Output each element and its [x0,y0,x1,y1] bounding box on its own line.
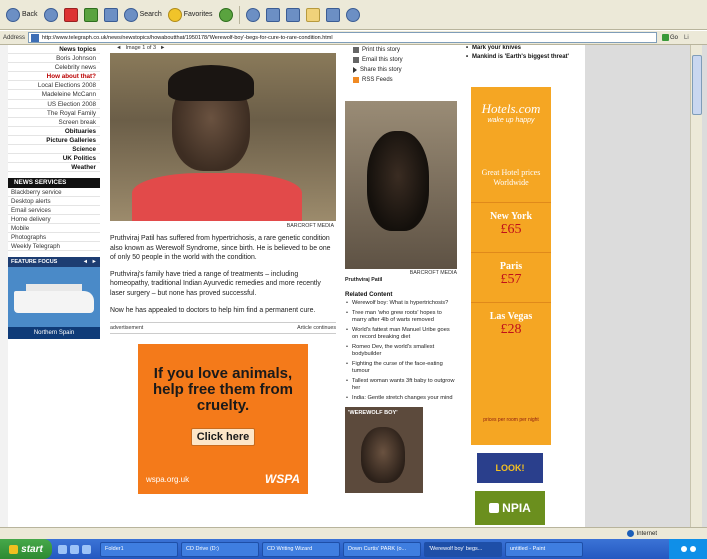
print-story-link[interactable]: Print this story [353,45,457,55]
taskbar-window-button[interactable]: Folder1 [100,542,178,557]
media-icon[interactable] [219,8,233,22]
forward-arrow-icon[interactable] [44,8,58,22]
printer-icon [353,47,359,53]
top-news-list [465,45,577,61]
nav-item[interactable]: Screen break [8,118,100,127]
service-link[interactable]: Blackberry service [8,188,100,197]
page-margin [585,45,707,527]
related-link[interactable]: • Tallest woman wants 3ft baby to outgrow her [345,378,457,392]
side-photo-credit: BARCROFT MEDIA [409,270,457,276]
system-tray [669,539,707,559]
side-photo-face [367,131,429,231]
edit-icon[interactable] [286,8,300,22]
npia-advert[interactable]: NPIA [475,491,545,525]
services-list [8,188,100,251]
quick-launch-icon[interactable] [82,545,91,554]
toolbar-separator [239,6,240,24]
nav-item[interactable]: Madeleine McCann [8,90,100,99]
hotel-deal[interactable] [471,302,551,338]
page-icon [31,34,39,42]
browser-toolbar [0,0,707,30]
stop-icon[interactable] [64,8,78,22]
taskbar-window-button[interactable]: CD Drive (D:) [181,542,259,557]
deal-city: Paris [499,261,523,272]
hotel-deal[interactable] [471,252,551,288]
service-link[interactable]: Email services [8,206,100,215]
quick-launch [56,542,96,556]
tray-icon[interactable] [690,546,696,552]
taskbar-window-button[interactable]: Down Curtis' PARK (o... [343,542,421,557]
quick-launch-icon[interactable] [70,545,79,554]
photo-shirt [132,173,302,221]
refresh-icon[interactable] [84,8,98,22]
wspa-advert-title: If you love animals, help free them from cruelty. [152,365,294,415]
advertisement-label: advertisement [110,325,144,332]
print-icon[interactable] [266,8,280,22]
nav-item[interactable]: The Royal Family [8,109,100,118]
cruise-ship-image [14,291,94,313]
nav-item[interactable]: US Election 2008 [8,100,100,109]
deal-price: £65 [500,222,522,237]
related-link[interactable]: • Werewolf boy: What is hypertrichosis? [345,300,457,307]
related-content-list [345,300,457,402]
hotels-tagline: wake up happy [487,117,535,124]
related-link[interactable]: • Tree man 'who grew roots' hopes to marry after 4lb of warts removed [345,310,457,324]
lookit-advert[interactable]: LOOK! [477,453,543,483]
related-content-heading: Related Content [345,291,393,298]
deal-price: £57 [500,272,522,287]
address-bar [0,31,707,45]
address-label: Address [3,34,26,41]
star-icon [168,8,182,22]
back-arrow-icon [6,8,20,22]
scrollbar-thumb[interactable] [692,55,702,115]
nav-item[interactable]: Boris Johnson [8,54,100,63]
hotel-deal[interactable] [471,202,551,238]
werewolf-boy-face [361,427,405,483]
deal-price: £28 [500,322,522,337]
side-photo-caption: Pruthviraj Patil [345,277,383,283]
article-column [110,45,336,494]
left-navigation [8,45,100,339]
wspa-click-here-button[interactable]: Click here [191,428,255,446]
nav-item[interactable]: Science [8,145,100,154]
nav-item[interactable]: UK Politics [8,154,100,163]
go-arrow-icon [662,34,669,41]
service-link[interactable]: Desktop alerts [8,197,100,206]
search-icon [124,8,138,22]
people-icon[interactable] [346,8,360,22]
ad-column [465,45,577,525]
hotels-small-print: prices per room per night [483,417,539,423]
article-paragraph: Now he has appealed to doctors to help him find a permanent cure. [110,306,316,314]
top-news-item[interactable]: • Mankind is 'Earth's biggest threat' [465,54,577,61]
address-url: http://www.telegraph.co.uk/news/newstopics/howaboutthat/1950178/'Werewolf-boy'-begs-for-cure-to-rare-condition.html [42,34,333,41]
start-button[interactable]: start [0,539,52,559]
page-viewport [0,45,707,527]
image-counter: Image 1 of 3 [125,45,157,51]
related-link[interactable]: • Fighting the curse of the face-eating tumour [345,361,457,375]
wspa-url[interactable]: wspa.org.uk [146,475,190,485]
service-link[interactable]: Home delivery [8,215,100,224]
nav-item[interactable]: Weather [8,163,100,172]
nav-item[interactable]: Obituaries [8,127,100,136]
triangle-right-icon [353,67,357,73]
envelope-icon [353,57,359,63]
feature-focus-header: FEATURE FOCUS ◄ ► [8,257,100,267]
top-news-item[interactable]: • Mark your knives [465,45,577,52]
go-button[interactable]: Go [659,32,681,43]
photo-credit: BARCROFT MEDIA [286,223,334,229]
taskbar-window-button[interactable]: untitled - Paint [505,542,583,557]
advertisement-bar [110,322,336,334]
wspa-logo: WSPA [264,472,300,487]
nav-list [8,45,100,172]
photo-hair [168,65,254,101]
npia-logo-icon [489,503,499,513]
related-link[interactable]: • World's fattest man Manuel Uribe goes on record breaking diet [345,327,457,341]
task-buttons [100,542,583,557]
prev-image-button[interactable]: ◄ [116,45,122,51]
article-paragraph: Pruthviraj Patil has suffered from hypertrichosis, a rare genetic condition also known as Werewolf Syndrome, since birth. He is believed to be one of only 50 people in the world with the condition. [110,235,331,262]
page-gutter [0,45,8,527]
hotels-deals [471,202,551,338]
article-paragraph: Pruthviraj's family have tried a range of treatments – including homeopathy, traditional Indian Ayurvedic remedies and more recently laser surgery – but none has proved successful. [110,270,321,297]
address-input[interactable] [28,32,657,43]
news-services-heading: NEWS SERVICES [8,178,100,188]
werewolf-boy-video[interactable] [345,407,423,493]
feature-focus[interactable] [8,257,100,339]
back-button[interactable]: Back [6,8,38,22]
side-photo [345,101,457,269]
vertical-scrollbar[interactable] [690,45,702,527]
service-link[interactable]: Weekly Telegraph [8,242,100,251]
status-bar [0,527,707,539]
email-story-link[interactable]: Email this story [353,55,457,65]
taskbar-window-button[interactable]: 'Werewolf boy' begs... [424,542,502,557]
links-label[interactable]: Li [684,34,689,41]
service-link[interactable]: Photographs [8,233,100,242]
search-button[interactable]: Search [124,8,162,22]
article-photo [110,53,336,221]
feature-label[interactable]: Northern Spain [8,327,100,339]
favorites-button[interactable]: Favorites [168,8,213,22]
article-continues-label: Article continues [297,325,336,332]
story-sidebar [345,45,457,493]
folder-icon[interactable] [306,8,320,22]
related-link[interactable]: • India: Gentle stretch changes your mind [345,395,457,402]
rss-feeds-link[interactable]: RSS Feeds [353,75,457,85]
share-story-link[interactable]: Share this story [353,65,457,75]
service-link[interactable]: Mobile [8,224,100,233]
hotels-advert[interactable] [471,87,551,445]
tray-icon[interactable] [681,546,687,552]
nav-item[interactable]: Celebrity news [8,63,100,72]
quick-launch-icon[interactable] [58,545,67,554]
next-image-button[interactable]: ► [160,45,166,51]
windows-flag-icon [9,545,18,554]
hotels-brand: Hotels.com [481,101,541,116]
nav-item[interactable]: Picture Galleries [8,136,100,145]
rss-icon [353,77,359,83]
nav-item[interactable]: Local Elections 2008 [8,81,100,90]
feature-arrows[interactable]: ◄ ► [82,259,98,266]
hotels-intro: Great Hotel prices Worldwide [481,168,541,187]
wspa-advert[interactable] [138,344,308,494]
werewolf-boy-label: 'WEREWOLF BOY' [348,410,398,416]
taskbar [0,539,707,559]
related-link[interactable]: • Romeo Dev, the world's smallest bodybuilder [345,344,457,358]
messenger-icon[interactable] [326,8,340,22]
mail-icon[interactable] [246,8,260,22]
zone-label: Internet [636,530,657,537]
deal-city: New York [489,211,533,222]
taskbar-window-button[interactable]: CD Writing Wizard [262,542,340,557]
nav-item[interactable]: News topics [8,45,100,54]
image-navigation [110,45,336,53]
story-tools [345,45,457,85]
nav-item[interactable]: How about that? [8,72,100,81]
article-body [110,234,336,315]
globe-icon [627,530,634,537]
deal-city: Las Vegas [489,311,533,322]
home-icon[interactable] [104,8,118,22]
